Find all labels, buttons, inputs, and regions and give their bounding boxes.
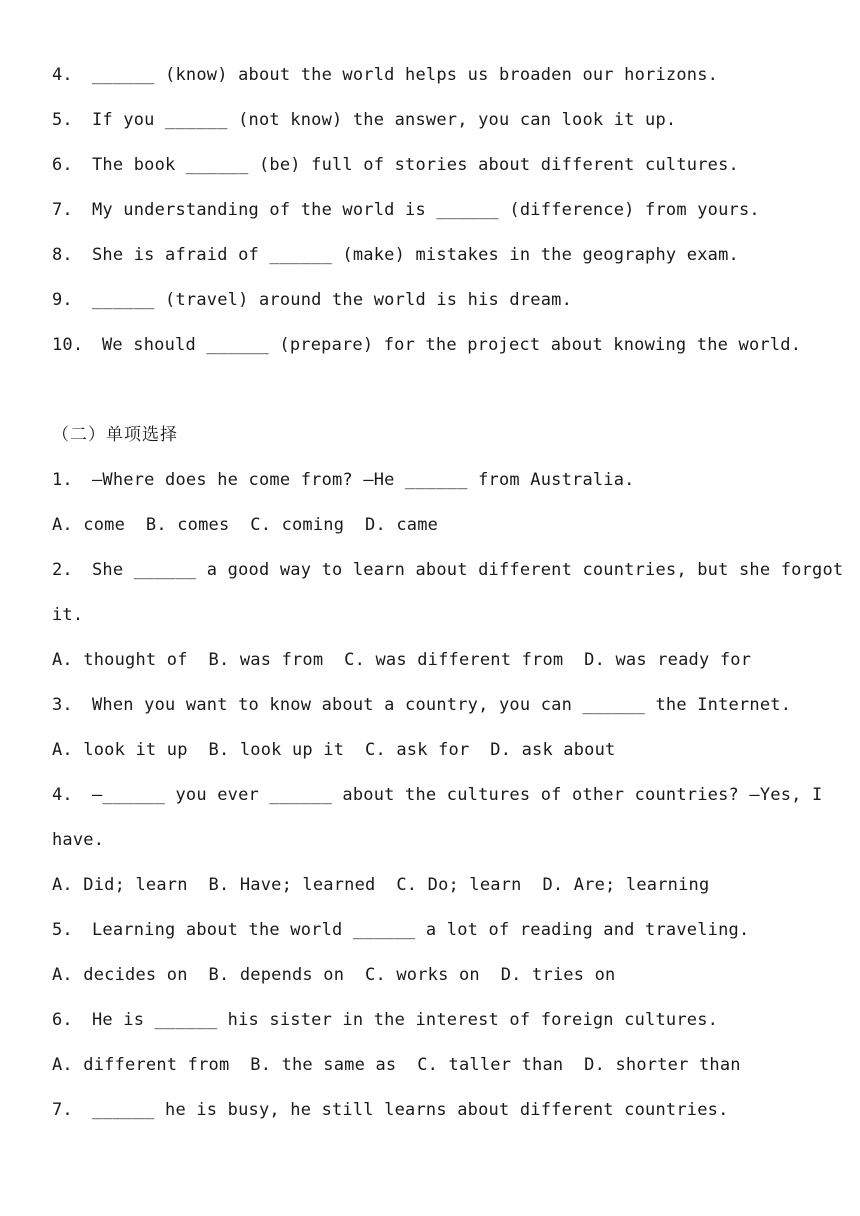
question-text: Learning about the world ______ a lot of reading and traveling. (92, 920, 750, 940)
mc-question-6 (52, 1009, 718, 1031)
question-number: 7. (52, 1100, 73, 1120)
item-text: We should ______ (prepare) for the project about knowing the world. (102, 335, 802, 355)
question-text: He is ______ his sister in the interest of foreign cultures. (92, 1010, 719, 1030)
item-text: If you ______ (not know) the answer, you can look it up. (92, 110, 677, 130)
fill-in-item-8 (52, 244, 739, 266)
item-text: ______ (know) about the world helps us broaden our horizons. (92, 65, 719, 85)
item-number: 4. (52, 65, 73, 85)
mc-options-3: A. look it up B. look up it C. ask for D. ask about (52, 740, 616, 760)
fill-in-item-5 (52, 109, 676, 131)
fill-in-item-6 (52, 154, 739, 176)
question-number: 2. (52, 560, 73, 580)
item-text: She is afraid of ______ (make) mistakes in the geography exam. (92, 245, 739, 265)
item-text: My understanding of the world is ______ (difference) from yours. (92, 200, 760, 220)
question-number: 5. (52, 920, 73, 940)
question-text: When you want to know about a country, you can ______ the Internet. (92, 695, 792, 715)
item-number: 9. (52, 290, 73, 310)
question-number: 4. (52, 785, 73, 805)
mc-question-1 (52, 469, 635, 491)
question-number: 1. (52, 470, 73, 490)
mc-options-5: A. decides on B. depends on C. works on D. tries on (52, 965, 616, 985)
item-number: 5. (52, 110, 73, 130)
fill-in-item-10 (52, 334, 801, 356)
question-text: She ______ a good way to learn about different countries, but she forgot (92, 560, 844, 580)
mc-question-2 (52, 559, 843, 581)
fill-in-item-4 (52, 64, 718, 86)
fill-in-item-9 (52, 289, 572, 311)
question-number: 6. (52, 1010, 73, 1030)
mc-options-2: A. thought of B. was from C. was different from D. was ready for (52, 650, 752, 670)
item-number: 8. (52, 245, 73, 265)
item-number: 6. (52, 155, 73, 175)
section-heading: （二）单项选择 (52, 425, 178, 445)
question-text: —Where does he come from? —He ______ from Australia. (92, 470, 635, 490)
mc-question-4 (52, 784, 822, 806)
mc-question-3 (52, 694, 791, 716)
mc-question-2-continued: it. (52, 605, 84, 625)
item-text: ______ (travel) around the world is his dream. (92, 290, 573, 310)
mc-question-5 (52, 919, 749, 941)
item-number: 10. (52, 335, 84, 355)
question-text: —______ you ever ______ about the cultures of other countries? —Yes, I (92, 785, 823, 805)
fill-in-item-7 (52, 199, 760, 221)
question-text: ______ he is busy, he still learns about different countries. (92, 1100, 729, 1120)
mc-question-4-continued: have. (52, 830, 105, 850)
item-text: The book ______ (be) full of stories about different cultures. (92, 155, 739, 175)
item-number: 7. (52, 200, 73, 220)
question-number: 3. (52, 695, 73, 715)
mc-options-4: A. Did; learn B. Have; learned C. Do; learn D. Are; learning (52, 875, 710, 895)
mc-options-6: A. different from B. the same as C. taller than D. shorter than (52, 1055, 741, 1075)
mc-options-1: A. come B. comes C. coming D. came (52, 515, 439, 535)
mc-question-7 (52, 1099, 729, 1121)
